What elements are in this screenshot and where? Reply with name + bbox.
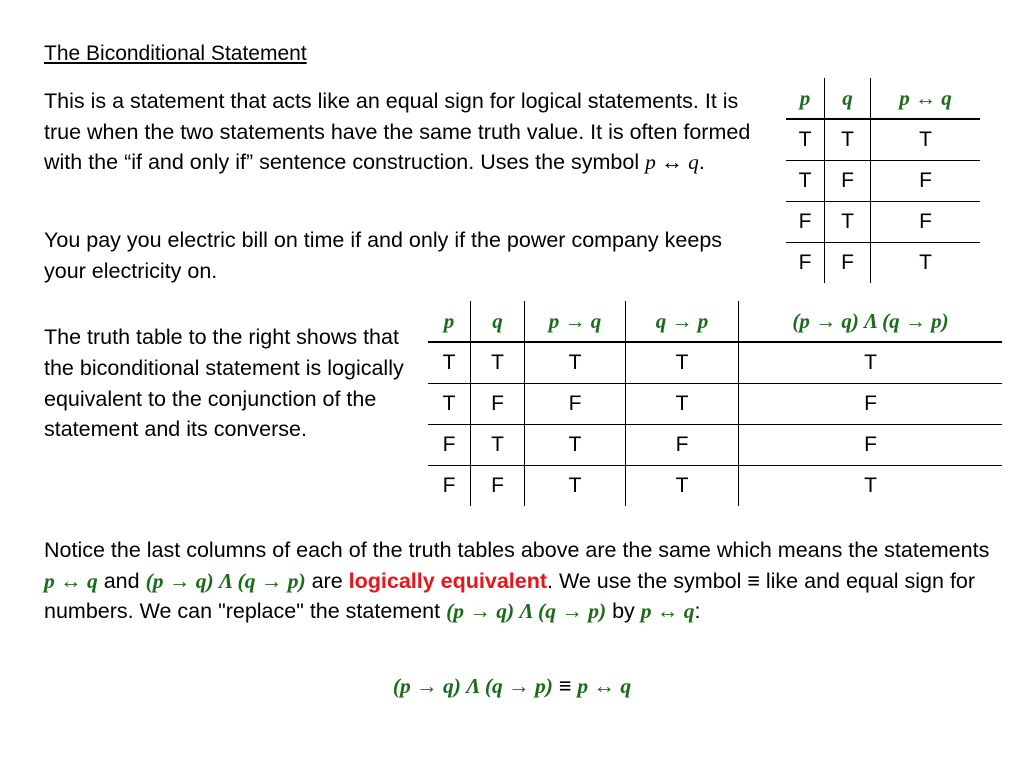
logically-equivalent-highlight: logically equivalent [348,568,547,593]
equivalence-statement: (p → q) Λ (q → p) ≡ p ↔ q [392,674,632,698]
table-row [428,466,1002,507]
table-cell: T [825,202,871,243]
table-cell: F [428,466,471,507]
table-cell: T [919,251,932,274]
table-row [428,342,1002,384]
example-paragraph: You pay you electric bill on time if and only if the power company keeps your electricity on. [44,228,723,283]
table-cell: F [825,243,871,284]
biconditional-truth-table [786,78,980,283]
table-cell: F [786,243,825,284]
table-cell: F [428,425,471,466]
header-cell: (p → q) Λ (q → p) [739,301,1003,342]
table-cell: F [626,425,739,466]
table-row [428,384,1002,425]
table-cell: T [471,342,525,384]
table-cell: T [626,384,739,425]
table-row [786,119,980,161]
table-cell: T [825,119,871,161]
header-cell: p ↔ q [871,78,981,119]
table-cell: F [739,384,1003,425]
table-header-row [428,301,1002,342]
table-cell: F [871,161,981,202]
header-cell: q [471,301,525,342]
conjunction-symbol: (p → q) Λ (q → p) [145,568,306,593]
table-cell: T [626,466,739,507]
table-header-row [786,78,980,119]
table-cell: T [786,161,825,202]
table-cell: T [871,119,981,161]
biconditional-symbol: p ↔ q [645,150,699,174]
table-cell: T [525,466,626,507]
table-cell: T [525,425,626,466]
table-cell: F [825,161,871,202]
table-cell: T [525,342,626,384]
table-cell: T [786,119,825,161]
definition-paragraph: This is a statement that acts like an equal sign for logical statements. It is true when the two statements have the same truth value. It is often formed with the “if and only if” sentence construction. Uses the symbol p ↔ q. [44,89,751,174]
table-row [428,425,1002,466]
table-cell: F [471,466,525,507]
table-cell: F [739,425,1003,466]
header-cell: q [825,78,871,119]
biconditional-symbol: p ↔ q [640,599,695,624]
table-row [786,202,980,243]
biconditional-symbol: p ↔ q [44,568,98,593]
header-cell: p [428,301,471,342]
table-cell: F [786,202,825,243]
slide-title: The Biconditional Statement [44,42,307,65]
table-cell: F [471,384,525,425]
equivalence-paragraph: Notice the last columns of each of the truth tables above are the same which means the statements p ↔ q and (p → q) Λ (q → p) are logically equivalent. We use the symbol ≡ like and equal sign for numbers. We can "replace" the statement (p → q) Λ (q → p) by p ↔ q: [44,538,990,624]
table-cell: T [428,384,471,425]
table-cell: T [428,342,471,384]
table-cell: T [739,342,1003,384]
conjunction-truth-table [428,301,1002,506]
truth-table-explanation: The truth table to the right shows that the biconditional statement is logically equivalent to the conjunction of the statement and its converse. [44,325,404,442]
table-cell: F [871,202,981,243]
table-cell: F [525,384,626,425]
table-row [786,161,980,202]
table-cell: T [471,425,525,466]
header-cell: q → p [626,301,739,342]
header-cell: p [786,78,825,119]
header-cell: p → q [525,301,626,342]
table-row [786,243,980,284]
conjunction-symbol: (p → q) Λ (q → p) [446,599,607,624]
table-cell: T [864,474,877,497]
table-cell: T [626,342,739,384]
